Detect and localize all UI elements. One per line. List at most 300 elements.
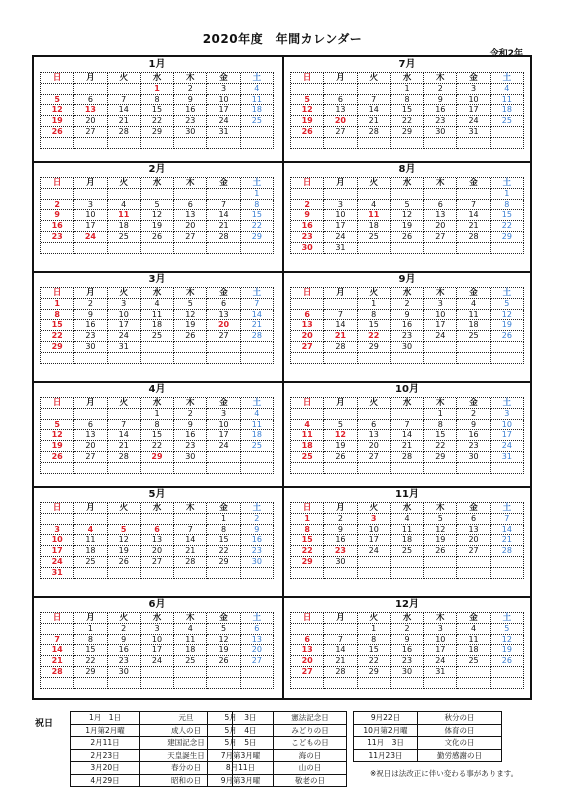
day-cell	[108, 353, 141, 364]
day-cell: 24	[358, 546, 391, 557]
day-cell	[41, 624, 74, 635]
day-cell	[491, 138, 524, 149]
weekday-header: 日	[291, 398, 324, 409]
day-cell: 11	[241, 95, 274, 106]
day-cell	[324, 189, 357, 200]
day-cell: 15	[358, 645, 391, 656]
weekday-header: 木	[174, 503, 207, 514]
day-cell: 24	[41, 557, 74, 568]
holiday-name: 建国記念日	[167, 738, 205, 747]
day-cell: 26	[424, 546, 457, 557]
weekday-header: 日	[41, 73, 74, 84]
day-cell: 19	[174, 320, 207, 331]
day-cell: 14	[491, 525, 524, 536]
day-cell: 6	[74, 420, 107, 431]
day-cell: 10	[424, 635, 457, 646]
weekday-header: 水	[391, 73, 424, 84]
day-cell	[457, 243, 490, 254]
day-cell: 17	[491, 430, 524, 441]
day-cell: 26	[207, 656, 240, 667]
month-block	[40, 597, 274, 689]
day-cell: 16	[74, 320, 107, 331]
weekday-header: 水	[141, 73, 174, 84]
day-cell: 21	[358, 116, 391, 127]
weekday-header: 日	[41, 288, 74, 299]
weekday-header: 日	[291, 178, 324, 189]
day-cell: 31	[457, 127, 490, 138]
month-title: 1月	[148, 59, 166, 70]
month-block	[290, 162, 524, 254]
day-cell: 19	[491, 320, 524, 331]
day-cell: 17	[108, 320, 141, 331]
day-cell: 12	[41, 105, 74, 116]
holiday-date: 1月第2月曜	[71, 725, 140, 737]
day-cell	[324, 568, 357, 579]
day-cell	[141, 243, 174, 254]
day-cell	[391, 557, 424, 568]
day-cell: 6	[291, 635, 324, 646]
day-cell: 21	[324, 656, 357, 667]
day-cell: 29	[291, 557, 324, 568]
day-cell	[141, 342, 174, 353]
day-cell	[108, 138, 141, 149]
day-cell: 22	[241, 221, 274, 232]
day-cell: 7	[457, 200, 490, 211]
day-cell	[74, 189, 107, 200]
month-title: 9月	[398, 274, 416, 285]
day-cell: 20	[291, 656, 324, 667]
day-cell: 25	[491, 116, 524, 127]
weekday-header: 月	[324, 73, 357, 84]
day-cell	[108, 514, 141, 525]
day-cell: 15	[491, 210, 524, 221]
weekday-header: 月	[74, 503, 107, 514]
holiday-row	[354, 725, 501, 738]
day-cell: 1	[141, 84, 174, 95]
day-cell: 12	[324, 430, 357, 441]
day-cell	[41, 353, 74, 364]
day-cell: 13	[241, 635, 274, 646]
day-cell	[457, 678, 490, 689]
day-cell: 1	[241, 189, 274, 200]
day-cell: 7	[41, 635, 74, 646]
day-cell	[457, 342, 490, 353]
day-cell	[291, 678, 324, 689]
day-cell: 9	[174, 95, 207, 106]
day-cell	[241, 138, 274, 149]
day-cell	[291, 84, 324, 95]
day-cell	[74, 514, 107, 525]
day-cell: 24	[424, 331, 457, 342]
day-cell: 12	[207, 635, 240, 646]
weekday-header: 木	[424, 178, 457, 189]
day-cell: 5	[491, 624, 524, 635]
day-cell: 20	[291, 331, 324, 342]
day-cell: 25	[291, 452, 324, 463]
day-cell: 1	[358, 624, 391, 635]
day-cell: 26	[291, 127, 324, 138]
weekday-header: 火	[358, 73, 391, 84]
day-cell: 11	[174, 635, 207, 646]
day-cell	[174, 243, 207, 254]
weekday-header: 火	[108, 503, 141, 514]
day-cell: 9	[457, 420, 490, 431]
day-cell: 14	[41, 645, 74, 656]
day-cell	[108, 84, 141, 95]
day-cell	[241, 568, 274, 579]
day-cell	[241, 353, 274, 364]
day-cell: 10	[207, 420, 240, 431]
day-cell: 11	[74, 535, 107, 546]
holiday-table	[353, 711, 502, 762]
day-cell: 8	[141, 95, 174, 106]
day-cell	[424, 568, 457, 579]
weekday-header: 土	[241, 503, 274, 514]
day-cell	[108, 568, 141, 579]
day-cell: 10	[41, 535, 74, 546]
day-cell	[457, 189, 490, 200]
day-cell	[108, 189, 141, 200]
day-cell: 16	[174, 105, 207, 116]
weekday-header: 土	[241, 73, 274, 84]
day-cell: 13	[457, 525, 490, 536]
day-cell	[41, 409, 74, 420]
day-cell	[391, 189, 424, 200]
day-cell	[291, 353, 324, 364]
day-cell	[241, 667, 274, 678]
day-cell: 26	[491, 656, 524, 667]
day-cell: 13	[141, 535, 174, 546]
day-cell: 5	[391, 200, 424, 211]
day-cell: 13	[207, 310, 240, 321]
day-cell: 2	[324, 514, 357, 525]
day-cell: 21	[324, 331, 357, 342]
day-cell: 8	[74, 635, 107, 646]
weekday-header: 火	[358, 288, 391, 299]
day-cell: 17	[324, 221, 357, 232]
day-cell: 11	[457, 310, 490, 321]
day-cell	[141, 678, 174, 689]
day-cell: 27	[291, 342, 324, 353]
day-cell: 21	[491, 535, 524, 546]
day-cell: 4	[457, 299, 490, 310]
holiday-name: 文化の日	[444, 738, 475, 747]
day-cell: 7	[391, 420, 424, 431]
day-cell: 27	[424, 232, 457, 243]
day-cell: 22	[141, 441, 174, 452]
day-cell	[324, 463, 357, 474]
month-block	[40, 487, 274, 579]
month-block	[290, 272, 524, 364]
day-cell: 28	[108, 452, 141, 463]
day-cell	[358, 463, 391, 474]
era-label: 令和2年	[489, 49, 523, 59]
day-cell	[174, 568, 207, 579]
day-cell: 15	[424, 430, 457, 441]
weekday-header: 水	[391, 398, 424, 409]
day-cell: 28	[358, 127, 391, 138]
day-cell: 19	[41, 116, 74, 127]
day-cell	[141, 514, 174, 525]
day-cell: 5	[207, 624, 240, 635]
day-cell: 11	[358, 210, 391, 221]
month-block	[290, 597, 524, 689]
day-cell: 4	[174, 624, 207, 635]
day-cell: 19	[324, 441, 357, 452]
day-cell: 11	[141, 310, 174, 321]
day-cell: 5	[174, 299, 207, 310]
day-cell: 17	[457, 105, 490, 116]
day-cell: 3	[74, 200, 107, 211]
day-cell: 26	[141, 232, 174, 243]
day-cell: 28	[41, 667, 74, 678]
day-cell: 13	[174, 210, 207, 221]
day-cell: 19	[207, 645, 240, 656]
day-cell	[291, 568, 324, 579]
weekday-header: 金	[457, 178, 490, 189]
day-cell: 22	[424, 441, 457, 452]
day-cell: 4	[457, 624, 490, 635]
day-cell: 9	[41, 210, 74, 221]
day-cell	[108, 678, 141, 689]
day-cell: 14	[457, 210, 490, 221]
day-cell: 25	[391, 546, 424, 557]
day-cell: 24	[491, 441, 524, 452]
day-cell: 27	[174, 232, 207, 243]
day-cell: 20	[324, 116, 357, 127]
day-cell: 15	[74, 645, 107, 656]
day-cell: 31	[207, 127, 240, 138]
day-cell: 4	[241, 84, 274, 95]
day-cell: 4	[491, 84, 524, 95]
day-cell: 19	[291, 116, 324, 127]
day-cell	[174, 342, 207, 353]
holiday-date: 5月 4日	[208, 725, 274, 737]
day-cell	[74, 84, 107, 95]
day-cell: 29	[491, 232, 524, 243]
day-cell	[141, 353, 174, 364]
day-cell	[41, 514, 74, 525]
day-cell: 11	[108, 210, 141, 221]
day-cell: 7	[324, 310, 357, 321]
day-cell: 30	[391, 342, 424, 353]
day-cell: 28	[174, 557, 207, 568]
day-cell: 29	[41, 342, 74, 353]
month-grid	[290, 397, 524, 474]
month-block	[290, 487, 524, 579]
day-cell: 29	[358, 342, 391, 353]
day-cell	[491, 463, 524, 474]
day-cell	[391, 353, 424, 364]
day-cell: 14	[207, 210, 240, 221]
day-cell: 1	[358, 299, 391, 310]
day-cell: 27	[241, 656, 274, 667]
day-cell	[207, 452, 240, 463]
day-cell: 1	[424, 409, 457, 420]
weekday-header: 日	[291, 503, 324, 514]
day-cell	[174, 463, 207, 474]
day-cell: 6	[141, 525, 174, 536]
day-cell: 29	[74, 667, 107, 678]
day-cell: 22	[291, 546, 324, 557]
holiday-date: 2月11日	[71, 737, 140, 749]
day-cell: 19	[108, 546, 141, 557]
day-cell: 25	[108, 232, 141, 243]
weekday-header: 土	[241, 398, 274, 409]
day-cell	[41, 243, 74, 254]
weekday-header: 水	[141, 613, 174, 624]
day-cell	[358, 568, 391, 579]
day-cell: 29	[241, 232, 274, 243]
day-cell: 18	[141, 320, 174, 331]
weekday-header: 日	[291, 613, 324, 624]
day-cell: 8	[424, 420, 457, 431]
day-cell: 31	[424, 667, 457, 678]
day-cell: 16	[241, 535, 274, 546]
day-cell: 9	[108, 635, 141, 646]
day-cell: 13	[291, 645, 324, 656]
day-cell: 10	[491, 420, 524, 431]
day-cell: 18	[74, 546, 107, 557]
holiday-row	[208, 750, 346, 763]
weekday-header: 月	[74, 73, 107, 84]
holiday-name: 憲法記念日	[291, 713, 329, 722]
day-cell: 18	[108, 221, 141, 232]
day-cell	[491, 353, 524, 364]
weekday-header: 火	[108, 398, 141, 409]
day-cell: 15	[207, 535, 240, 546]
month-grid	[290, 287, 524, 364]
month-block	[290, 382, 524, 474]
day-cell: 5	[108, 525, 141, 536]
weekday-header: 土	[491, 398, 524, 409]
day-cell: 12	[491, 635, 524, 646]
day-cell	[241, 678, 274, 689]
day-cell: 7	[324, 635, 357, 646]
day-cell: 28	[324, 667, 357, 678]
day-cell: 15	[358, 320, 391, 331]
weekday-header: 日	[41, 398, 74, 409]
weekday-header: 金	[457, 613, 490, 624]
day-cell: 2	[174, 409, 207, 420]
day-cell: 21	[241, 320, 274, 331]
weekday-header: 金	[457, 288, 490, 299]
day-cell	[207, 342, 240, 353]
day-cell	[108, 463, 141, 474]
day-cell: 25	[74, 557, 107, 568]
day-cell	[141, 568, 174, 579]
day-cell: 28	[207, 232, 240, 243]
day-cell	[141, 463, 174, 474]
day-cell	[324, 409, 357, 420]
day-cell: 20	[74, 116, 107, 127]
day-cell: 8	[358, 635, 391, 646]
day-cell: 3	[424, 299, 457, 310]
day-cell: 29	[141, 127, 174, 138]
day-cell	[424, 243, 457, 254]
holiday-row	[208, 737, 346, 750]
day-cell: 18	[457, 320, 490, 331]
day-cell	[74, 353, 107, 364]
weekday-header: 月	[324, 398, 357, 409]
day-cell	[141, 189, 174, 200]
day-cell: 8	[291, 525, 324, 536]
weekday-header: 月	[324, 613, 357, 624]
day-cell: 17	[141, 645, 174, 656]
month-title: 11月	[395, 489, 419, 500]
day-cell	[457, 667, 490, 678]
day-cell: 2	[41, 200, 74, 211]
weekday-header: 木	[174, 73, 207, 84]
day-cell: 30	[108, 667, 141, 678]
day-cell: 2	[391, 624, 424, 635]
day-cell: 25	[174, 656, 207, 667]
month-grid	[40, 287, 274, 364]
day-cell: 10	[457, 95, 490, 106]
day-cell: 2	[74, 299, 107, 310]
day-cell: 10	[141, 635, 174, 646]
day-cell: 14	[391, 430, 424, 441]
day-cell: 19	[391, 221, 424, 232]
holiday-date: 11月 3日	[354, 737, 418, 749]
day-cell: 3	[424, 624, 457, 635]
day-cell: 4	[74, 525, 107, 536]
day-cell: 22	[491, 221, 524, 232]
day-cell: 3	[41, 525, 74, 536]
day-cell: 10	[108, 310, 141, 321]
day-cell	[324, 138, 357, 149]
day-cell: 9	[291, 210, 324, 221]
month-title: 4月	[148, 384, 166, 395]
month-grid	[290, 502, 524, 579]
day-cell	[291, 409, 324, 420]
weekday-header: 金	[207, 398, 240, 409]
day-cell: 27	[358, 452, 391, 463]
day-cell: 4	[241, 409, 274, 420]
day-cell: 31	[491, 452, 524, 463]
weekday-header: 水	[141, 503, 174, 514]
day-cell: 18	[491, 105, 524, 116]
month-title: 2月	[148, 164, 166, 175]
holiday-name: みどりの日	[291, 725, 329, 735]
day-cell: 30	[324, 557, 357, 568]
day-cell: 9	[391, 310, 424, 321]
day-cell: 2	[457, 409, 490, 420]
day-cell: 10	[324, 210, 357, 221]
day-cell: 22	[41, 331, 74, 342]
weekday-header: 日	[41, 178, 74, 189]
day-cell: 10	[424, 310, 457, 321]
day-cell: 17	[424, 645, 457, 656]
day-cell: 24	[424, 656, 457, 667]
day-cell: 5	[291, 95, 324, 106]
day-cell: 16	[391, 645, 424, 656]
day-cell: 16	[457, 430, 490, 441]
day-cell: 2	[241, 514, 274, 525]
day-cell: 3	[457, 84, 490, 95]
holiday-row	[208, 712, 346, 725]
day-cell: 31	[324, 243, 357, 254]
month-block	[40, 57, 274, 149]
day-cell: 19	[41, 441, 74, 452]
day-cell: 2	[174, 84, 207, 95]
day-cell	[241, 463, 274, 474]
day-cell: 12	[141, 210, 174, 221]
day-cell: 21	[391, 441, 424, 452]
day-cell: 14	[108, 430, 141, 441]
day-cell: 16	[324, 535, 357, 546]
day-cell: 12	[174, 310, 207, 321]
